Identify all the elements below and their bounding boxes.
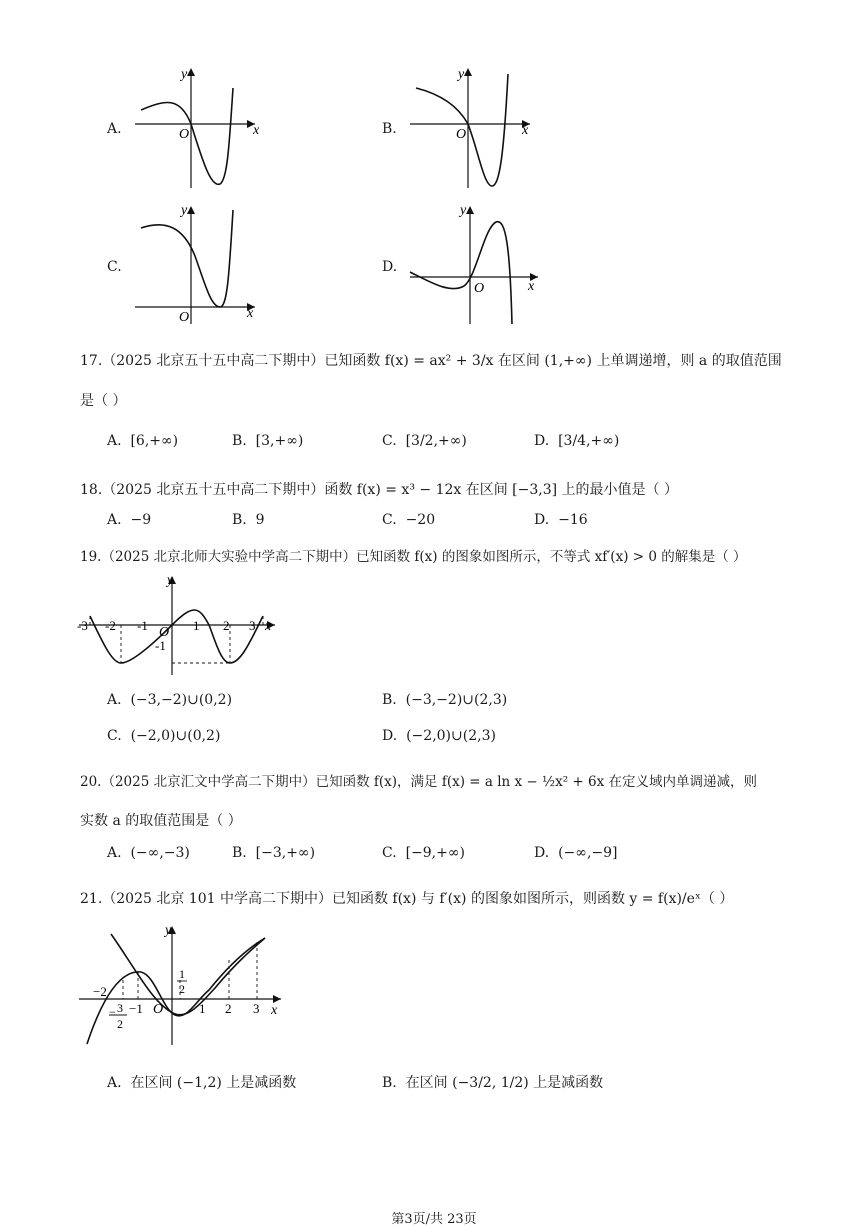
tick-label: 3 <box>249 618 256 633</box>
x-label: x <box>522 123 529 138</box>
q20-option-d-text: (−∞,−9] <box>558 845 618 861</box>
curve <box>90 610 263 663</box>
q16-graph-d <box>400 198 550 328</box>
q18-stem: 18.（2025 北京五十五中高二下期中）函数 f(x) = x³ − 12x 在区间 [−3,3] 上的最小值是（ ） <box>80 482 678 498</box>
y-label: y <box>460 203 467 218</box>
y-label: y <box>181 203 188 218</box>
q20-option-a-text: (−∞,−3) <box>130 845 190 861</box>
q21-stem: 21.（2025 北京 101 中学高二下期中）已知函数 f(x) 与 f′(x) 的图象如图所示，则函数 y = f(x)/eˣ（ ） <box>80 891 734 907</box>
q19-option-a[interactable]: A. (−3,−2)∪(0,2) <box>107 692 233 708</box>
y-label: y <box>165 923 172 938</box>
q18-option-a[interactable]: A. −9 <box>107 512 152 528</box>
q16-option-a-letter: A. <box>107 121 122 137</box>
y-arrow-icon <box>466 206 474 214</box>
q21-option-a-text: 在区间 (−1,2) 上是减函数 <box>130 1075 297 1091</box>
q18-option-b-text: 9 <box>255 512 265 528</box>
q19-graph <box>75 570 285 680</box>
q20-option-b-text: [−3,+∞) <box>255 845 316 861</box>
tick-label-frac-den: 2 <box>117 1017 123 1031</box>
q20-option-c-text: [−9,+∞) <box>405 845 465 861</box>
q19-option-a-text: (−3,−2)∪(0,2) <box>130 692 233 708</box>
q16-option-b-letter: B. <box>382 121 397 137</box>
origin-label: O <box>456 127 467 142</box>
q17-stem-line2: 是（ ） <box>80 393 127 409</box>
q21-option-a[interactable]: A. 在区间 (−1,2) 上是减函数 <box>107 1075 297 1091</box>
q20-option-b[interactable]: B. [−3,+∞) <box>232 845 316 861</box>
y-label: y <box>167 573 174 588</box>
q20-stem-line2: 实数 a 的取值范围是（ ） <box>80 813 242 829</box>
y-label: y <box>181 67 188 82</box>
tick-label: 1 <box>199 1001 206 1016</box>
origin-label: O <box>179 127 190 142</box>
q18-option-c-text: −20 <box>405 512 436 528</box>
q20-stem-line1: 20.（2025 北京汇文中学高二下期中）已知函数 f(x)，满足 f(x) = a ln x − ½x² + 6x 在定义域内单调递减，则 <box>80 774 758 790</box>
q18-option-a-text: −9 <box>130 512 152 528</box>
curve <box>410 222 512 324</box>
origin-label: O <box>179 310 190 325</box>
y-arrow-icon <box>464 68 472 76</box>
x-label: x <box>247 306 254 321</box>
half-den: 2 <box>179 982 185 996</box>
tick-label: -1 <box>137 618 148 633</box>
x-label: x <box>253 123 260 138</box>
curve <box>141 210 233 307</box>
tick-label: -1 <box>155 638 166 653</box>
tick-label: -3 <box>77 618 88 633</box>
curve-f <box>87 938 265 1044</box>
q18-option-d-text: −16 <box>558 512 588 528</box>
q17-option-b[interactable]: B. [3,+∞) <box>232 433 304 449</box>
q19-option-b-text: (−3,−2)∪(2,3) <box>405 692 508 708</box>
q19-option-c[interactable]: C. (−2,0)∪(0,2) <box>107 728 221 744</box>
q16-option-d-letter: D. <box>382 259 398 275</box>
q21-option-b-text: 在区间 (−3/2, 1/2) 上是减函数 <box>405 1075 604 1091</box>
q19-stem: 19.（2025 北京北师大实验中学高二下期中）已知函数 f(x) 的图象如图所示，不等式 xf′(x) > 0 的解集是（ ） <box>80 549 747 565</box>
tick-label: −2 <box>93 984 107 999</box>
tick-label-frac-num: 3 <box>117 1001 123 1015</box>
tick-label: 1 <box>193 618 200 633</box>
q17-stem-line1: 17.（2025 北京五十五中高二下期中）已知函数 f(x) = ax² + 3/x 在区间 (1,+∞) 上单调递增，则 a 的取值范围 <box>80 353 782 369</box>
y-label: y <box>458 67 465 82</box>
q17-option-d-text: [3/4,+∞) <box>558 433 620 449</box>
q17-option-a[interactable]: A. [6,+∞) <box>107 433 179 449</box>
q19-option-b[interactable]: B. (−3,−2)∪(2,3) <box>382 692 508 708</box>
q16-option-c-letter: C. <box>107 259 122 275</box>
q17-option-c-text: [3/2,+∞) <box>405 433 467 449</box>
q19-option-d-text: (−2,0)∪(2,3) <box>406 728 496 744</box>
tick-label: 2 <box>223 618 230 633</box>
q18-option-c[interactable]: C. −20 <box>382 512 436 528</box>
y-arrow-icon <box>187 68 195 76</box>
x-label: x <box>265 619 272 634</box>
x-label: x <box>528 279 535 294</box>
q18-option-b[interactable]: B. 9 <box>232 512 265 528</box>
q17-option-c[interactable]: C. [3/2,+∞) <box>382 433 467 449</box>
tick-label: −1 <box>129 1001 143 1016</box>
q17-option-d[interactable]: D. [3/4,+∞) <box>534 433 620 449</box>
q19-option-d[interactable]: D. (−2,0)∪(2,3) <box>382 728 496 744</box>
x-arrow-icon <box>273 995 281 1003</box>
origin-label: O <box>153 1002 164 1017</box>
q16-graph-c <box>125 198 265 328</box>
q17-option-a-text: [6,+∞) <box>130 433 179 449</box>
q20-option-a[interactable]: A. (−∞,−3) <box>107 845 190 861</box>
origin-label: O <box>474 281 485 296</box>
tick-label: 3 <box>253 1001 260 1016</box>
q16-graph-a <box>125 60 265 195</box>
q20-option-c[interactable]: C. [−9,+∞) <box>382 845 465 861</box>
q19-option-c-text: (−2,0)∪(0,2) <box>130 728 221 744</box>
x-label: x <box>271 1003 278 1018</box>
half-num: 1 <box>179 967 185 981</box>
q16-graph-b <box>400 60 540 195</box>
page-footer: 第3页/共 23页 <box>391 1212 477 1227</box>
q18-option-d[interactable]: D. −16 <box>534 512 588 528</box>
y-arrow-icon <box>187 206 195 214</box>
q21-graph <box>75 920 290 1050</box>
tick-label: 2 <box>225 1001 232 1016</box>
tick-label: -2 <box>105 618 116 633</box>
tick-label-minus: − <box>109 1005 116 1019</box>
q21-option-b[interactable]: B. 在区间 (−3/2, 1/2) 上是减函数 <box>382 1075 604 1091</box>
q20-option-d[interactable]: D. (−∞,−9] <box>534 845 618 861</box>
origin-label: O <box>159 625 170 640</box>
q17-option-b-text: [3,+∞) <box>255 433 304 449</box>
